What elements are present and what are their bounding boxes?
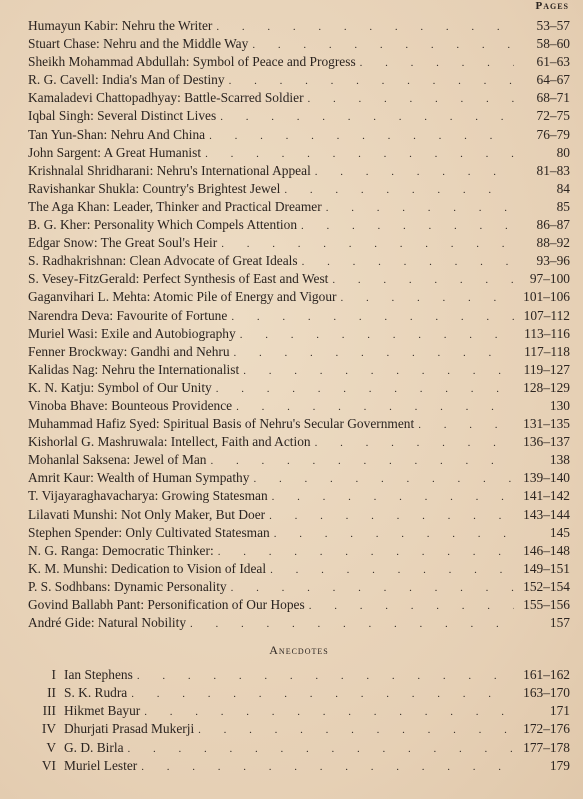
anecdote-title: S. K. Rudra: [64, 685, 128, 701]
dot-leader: [315, 437, 514, 449]
dot-leader: [252, 39, 514, 51]
toc-entry: [28, 434, 570, 452]
entry-title: Stephen Spender: Only Cultivated Statesman: [28, 524, 270, 540]
toc-entry: [28, 127, 570, 145]
dot-leader: [144, 706, 514, 718]
entry-pages: 113–116: [524, 325, 570, 341]
dot-leader: [218, 546, 514, 558]
entry-pages: 97–100: [529, 271, 570, 287]
anecdote-title: G. D. Birla: [64, 739, 124, 755]
entry-title: Kamaladevi Chattopadhyay: Battle-Scarred Soldier: [28, 90, 304, 106]
dot-leader: [340, 292, 514, 304]
entry-pages: 139–140: [523, 470, 570, 486]
dot-leader: [270, 564, 514, 576]
entry-pages: 80: [556, 144, 570, 160]
entry-title: B. G. Kher: Personality Which Compels Attention: [28, 217, 298, 233]
anecdote-entry: [32, 667, 570, 685]
entry-title: Krishnalal Shridharani: Nehru's International Appeal: [28, 162, 311, 178]
toc-entry: [28, 235, 570, 253]
entry-pages: 61–63: [536, 54, 570, 70]
entry-title: Kishorlal G. Mashruwala: Intellect, Faith and Action: [28, 434, 311, 450]
entry-title: P. S. Sodhbans: Dynamic Personality: [28, 578, 227, 594]
entry-pages: 93–96: [536, 253, 570, 269]
toc-entry: [28, 181, 570, 199]
dot-leader: [141, 761, 514, 773]
entry-pages: 68–71: [536, 90, 570, 106]
toc-entry: [28, 380, 570, 398]
entry-pages: 85: [556, 198, 570, 214]
entry-pages: 117–118: [524, 343, 570, 359]
dot-leader: [302, 256, 514, 268]
anecdote-entry: [32, 703, 570, 721]
dot-leader: [234, 347, 514, 359]
anecdote-number: I: [51, 667, 56, 683]
pages-column-header: Pages: [535, 0, 569, 12]
entry-pages: 76–79: [536, 126, 570, 142]
entry-pages: 155–156: [523, 597, 570, 612]
toc-entry: [28, 271, 570, 289]
anecdote-entry: [32, 740, 570, 758]
entry-title: Muhammad Hafiz Syed: Spiritual Basis of Nehru's Secular Government: [28, 416, 415, 432]
anecdote-pages: 177–178: [523, 739, 570, 755]
dot-leader: [253, 473, 514, 485]
dot-leader: [216, 21, 514, 33]
dot-leader: [240, 329, 514, 341]
dot-leader: [315, 166, 514, 178]
entry-title: The Aga Khan: Leader, Thinker and Practical Dreamer: [28, 198, 322, 214]
anecdote-number: II: [47, 685, 56, 701]
toc-entry: [28, 36, 570, 54]
entry-pages: 107–112: [523, 307, 570, 323]
entry-pages: 101–106: [523, 289, 570, 305]
anecdote-pages: 161–162: [523, 667, 570, 683]
entry-pages: 145: [549, 524, 570, 540]
entry-pages: 53–57: [536, 18, 570, 33]
dot-leader: [360, 57, 514, 69]
entry-title: Vinoba Bhave: Bounteous Providence: [28, 397, 233, 413]
dot-leader: [229, 75, 514, 87]
entry-title: Lilavati Munshi: Not Only Maker, But Doer: [28, 506, 266, 522]
anecdote-number: III: [42, 703, 56, 719]
anecdote-number: VI: [41, 757, 56, 773]
anecdote-number: IV: [41, 721, 56, 737]
entry-title: R. G. Cavell: India's Man of Destiny: [28, 72, 225, 88]
entry-title: Gaganvihari L. Mehta: Atomic Pile of Energy and Vigour: [28, 289, 337, 305]
toc-entry: [28, 145, 570, 163]
entry-pages: 58–60: [536, 36, 570, 52]
dot-leader: [231, 311, 514, 323]
anecdote-title: Dhurjati Prasad Mukerji: [64, 721, 195, 737]
dot-leader: [236, 401, 514, 413]
entry-title: André Gide: Natural Nobility: [28, 615, 187, 631]
toc-entry: [28, 615, 570, 633]
dot-leader: [137, 670, 514, 682]
entry-title: K. N. Katju: Symbol of Our Unity: [28, 379, 212, 395]
dot-leader: [284, 184, 514, 196]
toc-entry: [28, 561, 570, 579]
anecdote-entry: [32, 721, 570, 739]
toc-entry: [28, 579, 570, 597]
dot-leader: [308, 93, 514, 105]
dot-leader: [332, 274, 514, 286]
dot-leader: [198, 724, 514, 736]
toc-entry: [28, 398, 570, 416]
toc-entry: [28, 326, 570, 344]
toc-entry: [28, 90, 570, 108]
entry-pages: 152–154: [523, 578, 570, 594]
contents-list: [28, 18, 570, 633]
entry-pages: 141–142: [523, 488, 570, 504]
entry-pages: 86–87: [536, 217, 570, 233]
entry-pages: 130: [549, 397, 570, 413]
entry-pages: 149–151: [523, 560, 570, 576]
anecdote-title: Hikmet Bayur: [64, 703, 141, 719]
dot-leader: [209, 130, 514, 142]
toc-entry: [28, 470, 570, 488]
toc-entry: [28, 199, 570, 217]
toc-entry: [28, 543, 570, 561]
toc-entry: [28, 253, 570, 271]
entry-pages: 136–137: [523, 434, 570, 450]
toc-entry: [28, 163, 570, 181]
entry-pages: 143–144: [523, 506, 570, 522]
entry-pages: 88–92: [536, 235, 570, 251]
anecdotes-list: [32, 667, 570, 776]
toc-entry: [28, 488, 570, 506]
toc-entry: [28, 452, 570, 470]
entry-title: Mohanlal Saksena: Jewel of Man: [28, 452, 207, 468]
toc-entry: [28, 108, 570, 126]
toc-entry: [28, 416, 570, 434]
anecdote-number: V: [46, 739, 56, 755]
toc-entry: [28, 308, 570, 326]
anecdote-title: Muriel Lester: [64, 757, 138, 773]
entry-pages: 128–129: [523, 379, 570, 395]
entry-title: Stuart Chase: Nehru and the Middle Way: [28, 36, 249, 52]
toc-entry: [28, 344, 570, 362]
dot-leader: [243, 365, 514, 377]
entry-title: S. Vesey-FitzGerald: Perfect Synthesis of East and West: [28, 271, 329, 287]
entry-title: T. Vijayaraghavacharya: Growing Statesman: [28, 488, 268, 504]
anecdote-pages: 172–176: [523, 721, 570, 737]
toc-entry: [28, 72, 570, 90]
entry-title: Narendra Deva: Favourite of Fortune: [28, 307, 228, 323]
entry-title: Humayun Kabir: Nehru the Writer: [28, 18, 213, 33]
entry-pages: 157: [549, 615, 570, 631]
toc-entry: [28, 525, 570, 543]
dot-leader: [301, 220, 514, 232]
entry-title: S. Radhakrishnan: Clean Advocate of Great Ideals: [28, 253, 298, 269]
dot-leader: [309, 600, 514, 612]
entry-title: Tan Yun-Shan: Nehru And China: [28, 126, 206, 142]
anecdote-pages: 179: [549, 757, 570, 773]
dot-leader: [272, 491, 514, 503]
entry-title: Sheikh Mohammad Abdullah: Symbol of Peace and Progress: [28, 54, 356, 70]
entry-title: Kalidas Nag: Nehru the Internationalist: [28, 361, 240, 377]
entry-title: Muriel Wasi: Exile and Autobiography: [28, 325, 236, 341]
anecdote-pages: 171: [549, 703, 570, 719]
entry-pages: 131–135: [523, 416, 570, 432]
dot-leader: [221, 238, 514, 250]
anecdote-entry: [32, 758, 570, 776]
entry-pages: 72–75: [536, 108, 570, 124]
dot-leader: [231, 582, 514, 594]
table-of-contents: [28, 18, 570, 776]
dot-leader: [216, 383, 514, 395]
dot-leader: [220, 111, 514, 123]
toc-entry: [28, 18, 570, 36]
anecdote-title: Ian Stephens: [64, 667, 133, 683]
dot-leader: [269, 510, 514, 522]
dot-leader: [326, 202, 514, 214]
entry-pages: 84: [556, 180, 570, 196]
toc-entry: [28, 507, 570, 525]
toc-entry: [28, 217, 570, 235]
entry-title: Fenner Brockway: Gandhi and Nehru: [28, 343, 230, 359]
entry-title: Ravishankar Shukla: Country's Brightest Jewel: [28, 180, 281, 196]
dot-leader: [190, 618, 514, 630]
entry-pages: 138: [549, 452, 570, 468]
entry-title: John Sargent: A Great Humanist: [28, 144, 202, 160]
anecdote-entry: [32, 685, 570, 703]
dot-leader: [205, 148, 514, 160]
toc-entry: [28, 597, 570, 615]
toc-entry: [28, 289, 570, 307]
entry-title: K. M. Munshi: Dedication to Vision of Ideal: [28, 560, 267, 576]
entry-title: Iqbal Singh: Several Distinct Lives: [28, 108, 217, 124]
entry-pages: 146–148: [523, 542, 570, 558]
entry-title: N. G. Ranga: Democratic Thinker:: [28, 542, 214, 558]
anecdotes-heading: Anecdotes: [269, 643, 329, 658]
toc-entry: [28, 54, 570, 72]
toc-entry: [28, 362, 570, 380]
dot-leader: [128, 743, 514, 755]
dot-leader: [418, 419, 514, 431]
entry-pages: 119–127: [523, 361, 570, 377]
entry-pages: 81–83: [536, 162, 570, 178]
entry-title: Edgar Snow: The Great Soul's Heir: [28, 235, 218, 251]
dot-leader: [211, 455, 515, 467]
dot-leader: [274, 528, 514, 540]
entry-title: Govind Ballabh Pant: Personification of Our Hopes: [28, 597, 305, 612]
dot-leader: [131, 688, 514, 700]
entry-title: Amrit Kaur: Wealth of Human Sympathy: [28, 470, 250, 486]
entry-pages: 64–67: [536, 72, 570, 88]
anecdote-pages: 163–170: [523, 685, 570, 701]
